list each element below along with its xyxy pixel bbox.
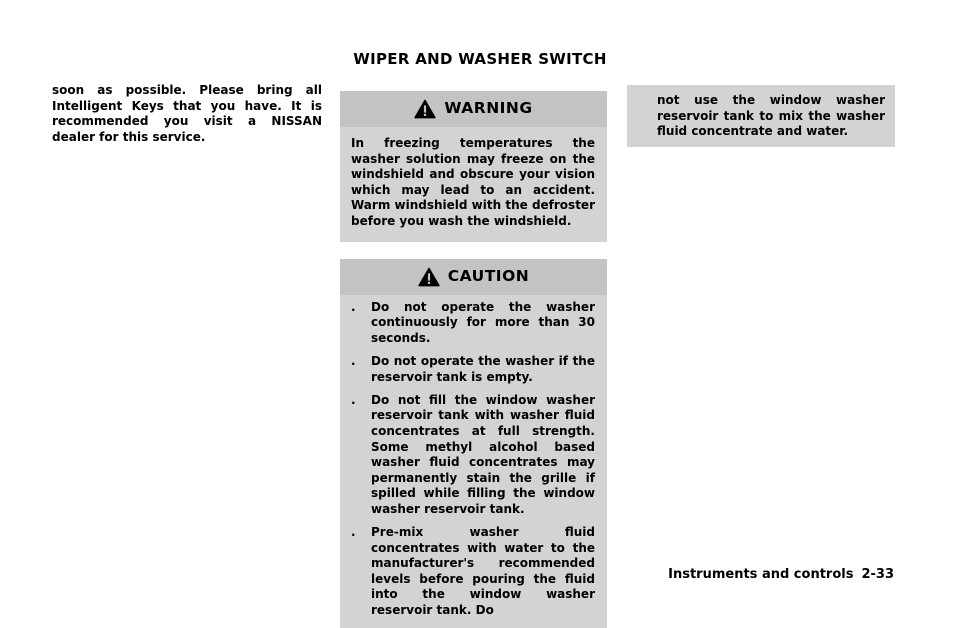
list-item xyxy=(351,393,595,518)
caution-list xyxy=(340,295,607,628)
caution-title: CAUTION xyxy=(447,266,530,285)
caution-item-text: Pre-mix washer fluid concentrates with water to the manufacturer's recommended levels before pouring the fluid into the window washer reservoir tank. Do xyxy=(371,525,595,618)
list-item xyxy=(351,300,595,347)
caution-continued-box xyxy=(627,85,895,147)
left-column xyxy=(52,83,322,145)
page-number: 2-33 xyxy=(861,567,894,582)
caution-icon xyxy=(418,267,440,287)
page-footer xyxy=(668,567,894,582)
bullet: . xyxy=(351,525,356,540)
caution-item-text: Do not operate the washer if the reservoir tank is empty. xyxy=(371,353,595,384)
list-item xyxy=(351,354,595,385)
caution-continued-text: not use the window washer reservoir tank to mix the washer fluid concentrate and water. xyxy=(657,93,885,139)
continued-paragraph: soon as possible. Please bring all Intelligent Keys that you have. It is recommended you visit a NISSAN dealer for this service. xyxy=(52,83,322,144)
section-name: Instruments and controls xyxy=(668,567,854,582)
warning-header xyxy=(340,91,607,127)
caution-item-text: Do not fill the window washer reservoir tank with washer fluid concentrates at full strength. Some methyl alcohol based washer fluid concentrates may permanently stain the grille if spilled while filling the window washer reservoir tank. xyxy=(371,392,595,516)
caution-item-text: Do not operate the washer continuously for more than 30 seconds. xyxy=(371,299,595,345)
warning-title: WARNING xyxy=(444,99,533,118)
bullet: . xyxy=(351,392,356,407)
middle-column xyxy=(340,91,607,628)
bullet: . xyxy=(351,353,356,368)
caution-box xyxy=(340,259,607,628)
right-column xyxy=(627,85,895,147)
warning-icon xyxy=(414,99,436,119)
warning-box xyxy=(340,91,607,242)
list-item xyxy=(351,525,595,619)
warning-text: In freezing temperatures the washer solution may freeze on the windshield and obscure your vision which may lead to an accident. Warm windshield with the defroster before you wash the windshield. xyxy=(351,136,595,228)
bullet: . xyxy=(351,299,356,314)
caution-header xyxy=(340,259,607,295)
page-title: WIPER AND WASHER SWITCH xyxy=(353,50,607,68)
